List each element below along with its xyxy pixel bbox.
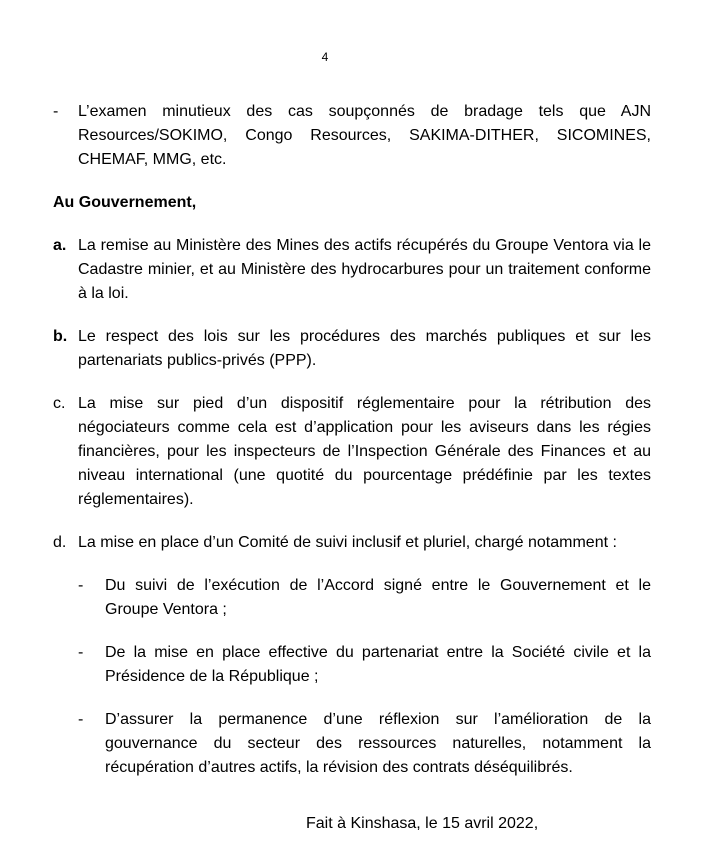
dash-marker: - (78, 577, 84, 594)
list-item-text: La mise sur pied d’un dispositif réglementaire pour la rétribution des négociateurs comme cela est d’application pour les aviseurs dans les régies financières, pour les inspecteurs de l’Inspection Générale des Finances et au niveau international (une quotité du pourcentage prédéfinie par les textes réglementaires). (78, 395, 651, 508)
list-item-text: L’examen minutieux des cas soupçonnés de bradage tels que AJN Resources/SOKIMO, Congo Resources, SAKIMA-DITHER, SICOMINES, CHEMAF, MMG, etc. (78, 103, 651, 168)
section-heading: Au Gouvernement, (53, 194, 197, 211)
list-item-d (53, 531, 651, 555)
item-marker-d: d. (53, 534, 67, 551)
item-marker-c: c. (53, 395, 66, 412)
signature-line: Fait à Kinshasa, le 15 avril 2022, (306, 815, 539, 832)
sub-list-item-1 (78, 574, 651, 622)
sub-list-item-text: D’assurer la permanence d’une réflexion sur l’amélioration de la gouvernance du secteur des ressources naturelles, notamment la récupération d’autres actifs, la révision des contrats déséquilibrés. (105, 711, 651, 776)
sub-list-item-text: De la mise en place effective du partenariat entre la Société civile et la Présidence de la République ; (105, 644, 651, 685)
list-item-a (53, 234, 651, 306)
dash-marker: - (78, 711, 84, 728)
list-item-b (53, 325, 651, 373)
list-item-text: La mise en place d’un Comité de suivi inclusif et pluriel, chargé notamment : (78, 534, 617, 551)
dash-marker: - (78, 644, 84, 661)
sub-list-item-2 (78, 641, 651, 689)
page-number: 4 (321, 50, 329, 64)
list-item-text: La remise au Ministère des Mines des actifs récupérés du Groupe Ventora via le Cadastre minier, et au Ministère des hydrocarbures pour un traitement conforme à la loi. (78, 237, 651, 302)
list-item-text: Le respect des lois sur les procédures des marchés publiques et sur les partenariats publics-privés (PPP). (78, 328, 651, 369)
sub-list-item-3 (78, 708, 651, 780)
item-marker-b: b. (53, 328, 68, 345)
list-item-first (53, 100, 651, 172)
document-body (53, 100, 651, 780)
list-item-c (53, 392, 651, 512)
dash-marker: - (53, 103, 59, 120)
sub-list-item-text: Du suivi de l’exécution de l’Accord signé entre le Gouvernement et le Groupe Ventora ; (105, 577, 651, 618)
item-marker-a: a. (53, 237, 67, 254)
